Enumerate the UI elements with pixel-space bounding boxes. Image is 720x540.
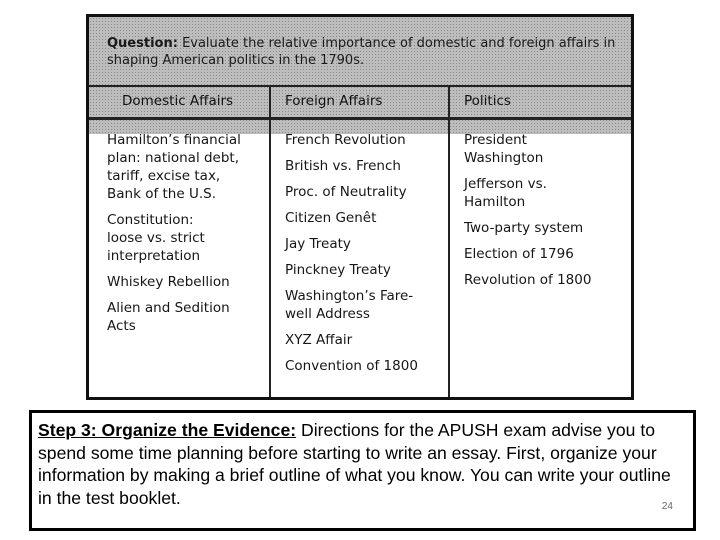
step-caption: [29, 410, 696, 531]
column-header-foreign: Foreign Affairs: [285, 93, 383, 109]
header-divider: [89, 85, 631, 87]
list-item: Alien and Sedition Acts: [107, 300, 230, 334]
list-item: President Washington: [464, 132, 544, 166]
page-number: 24: [661, 500, 673, 512]
list-item: Jay Treaty: [285, 236, 351, 252]
step-body: Directions for the APUSH exam advise you to spend some time planning before starting to write an essay. First, organize your information by making a brief outline of what you know. You can write your outline in the test booklet.: [38, 420, 671, 508]
question-text: Evaluate the relative importance of domestic and foreign affairs in shaping American politics in the 1790s.: [107, 36, 616, 68]
column-foreign: [285, 131, 445, 383]
column-politics: [464, 131, 624, 297]
list-item: Citizen Genêt: [285, 210, 377, 226]
column-header-politics: Politics: [464, 93, 511, 109]
column-domestic: [107, 131, 267, 343]
step-title: Step 3: Organize the Evidence:: [38, 420, 297, 440]
list-item: Revolution of 1800: [464, 272, 592, 288]
list-item: Constitution: loose vs. strict interpretation: [107, 212, 205, 264]
column-divider-2: [448, 87, 450, 400]
list-item: Convention of 1800: [285, 358, 418, 374]
list-item: Jefferson vs. Hamilton: [464, 176, 547, 210]
column-header-domestic: Domestic Affairs: [122, 93, 234, 109]
list-item: Election of 1796: [464, 246, 574, 262]
organizer-figure: [86, 14, 634, 400]
list-item: Pinckney Treaty: [285, 262, 391, 278]
list-item: British vs. French: [285, 158, 401, 174]
list-item: French Revolution: [285, 132, 406, 148]
column-divider-1: [269, 87, 271, 400]
list-item: XYZ Affair: [285, 332, 353, 348]
question-label: Question:: [107, 36, 178, 51]
list-item: Hamilton’s financial plan: national debt, tariff, excise tax, Bank of the U.S.: [107, 132, 241, 202]
header-bottom-rule: [89, 117, 631, 120]
question: [107, 35, 617, 69]
list-item: Whiskey Rebellion: [107, 274, 230, 290]
list-item: Two-party system: [464, 220, 584, 236]
list-item: Washington’s Fare- well Address: [285, 288, 414, 322]
list-item: Proc. of Neutrality: [285, 184, 407, 200]
